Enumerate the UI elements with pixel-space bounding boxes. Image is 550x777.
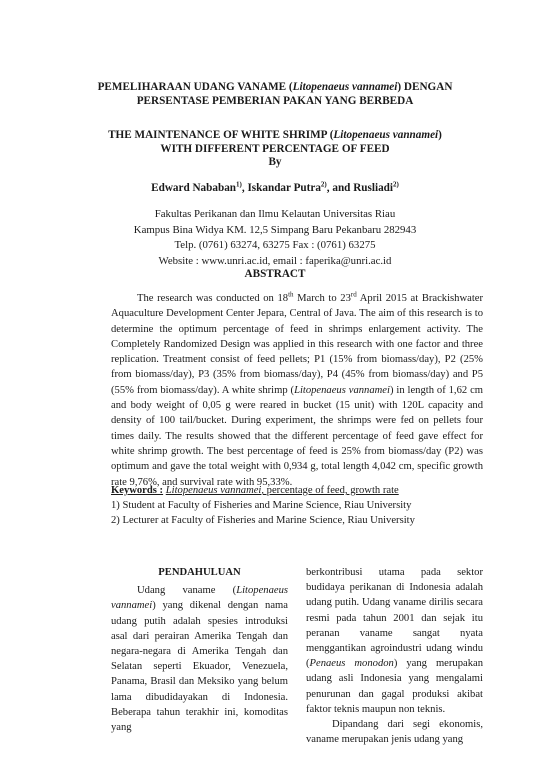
abstract-species: Litopenaeus vannamei <box>294 384 390 396</box>
title-en-prefix: THE MAINTENANCE OF WHITE SHRIMP ( <box>108 129 334 141</box>
abstract-sup-1: th <box>288 290 294 299</box>
intro-left-text-1: Udang vaname ( <box>137 585 237 597</box>
abstract-text-3: April 2015 at Brackishwater Aquaculture Development Center Jepara, Central of Java. The aim of this research is to determine the optimum percentage of feed in shrimps enlargement activity. The Completely Randomized Design was applied in this research with one factor and three replication. Treatment consist of feed pellets; P1 (15% from biomass/day), P2 (25% from biomass/day), P3 (35% from biomass/day), P4 (45% from biomass/day) and P5 (55% from biomass/day). A white shrimp ( <box>111 293 483 396</box>
affiliation-phone: Telp. (0761) 63274, 63275 Fax : (0761) 63275 <box>174 239 376 251</box>
abstract-sup-2: rd <box>350 290 357 299</box>
abstract-text-4: ) in length of 1,62 cm and body weight of 0,05 g were reared in bucket (15 unit) with 120L capacity and density of 100 tail/bucket. During experiment, the shrimps were fed on pellets four times daily. The results showed that the different percentage of feed gave effect for white shrimp growth. The best percentage of feed is 25% from biomass/day (P2) was optimum and gave the total weight with 0,934 g, total length 4,042 cm, specific growth rate 9,76%, and survival rate with 95,33%. <box>111 384 484 488</box>
intro-right-text-1: berkontribusi utama pada sektor budidaya perikanan di Indonesia adalah udang putih. Udang vaname dirilis secara resmi pada tahun 2001 dan sejak itu peranan vaname sangat nyata menggantikan agroindustri udang windu ( <box>306 567 483 670</box>
intro-right-paragraph-1 <box>306 565 483 717</box>
keywords-rest: , percentage of feed, growth rate <box>261 485 399 496</box>
title-id-prefix: PEMELIHARAAN UDANG VANAME ( <box>97 81 293 93</box>
affiliation-address: Kampus Bina Widya KM. 12,5 Simpang Baru Pekanbaru 282943 <box>133 223 417 236</box>
intro-right-species: Penaeus monodon <box>309 658 394 670</box>
keywords-label: Keywords : <box>111 485 164 496</box>
intro-left-column <box>111 565 288 735</box>
footnote-lecturer: 2) Lecturer at Faculty of Fisheries and Marine Science, Riau University <box>111 515 415 527</box>
affiliation-website: Website : www.unri.ac.id, email : faperika@unri.ac.id <box>158 254 392 267</box>
intro-right-text-2: ) yang merupakan udang asli Indonesia yang mengalami penurunan dan gagal produksi akibat faktor teknis maupun non teknis. <box>306 658 483 715</box>
intro-left-paragraph <box>111 583 288 735</box>
abstract-text-1: The research was conducted on 18 <box>137 293 289 304</box>
author-3-mark: 2) <box>393 180 399 189</box>
title-indonesian <box>90 80 460 108</box>
author-2: , Iskandar Putra <box>241 182 321 194</box>
keywords-species: Litopenaeus vannamei <box>165 485 262 496</box>
intro-right-paragraph-2: Dipandang dari segi ekonomis, vaname merupakan jenis udang yang <box>306 719 483 746</box>
keywords-values <box>166 485 399 496</box>
footnote-student: 1) Student at Faculty of Fisheries and Marine Science, Riau University <box>111 500 412 512</box>
affiliation-faculty: Fakultas Perikanan dan Ilmu Kelautan Universitas Riau <box>154 208 396 220</box>
author-1: Edward Nababan <box>151 182 237 194</box>
affiliation-block <box>0 207 550 269</box>
abstract-body <box>111 291 483 490</box>
abstract-heading: ABSTRACT <box>244 268 306 280</box>
title-id-species: Litopenaeus vannamei <box>292 81 398 93</box>
intro-left-species: Litopenaeus vannamei <box>111 585 288 612</box>
author-1-mark: 1) <box>236 180 242 189</box>
title-en-species: Litopenaeus vannamei <box>333 129 439 141</box>
author-list <box>0 182 550 194</box>
keywords-block <box>111 483 491 529</box>
intro-left-text-2: ) yang dikenal dengan nama udang putih adalah spesies introduksi asal dari perairan Amerika Tengah dan negara-negara di Amerika Tengah dan Selatan seperti Ekuador, Venezuela, Panama, Brasil dan Meksiko yang belum lama dibudidayakan di Indonesia. Beberapa tahun terakhir ini, komoditas yang <box>111 600 288 734</box>
keywords-line <box>111 483 491 498</box>
by-line: By <box>268 156 282 168</box>
title-id-suffix: ) DENGAN PERSENTASE PEMBERIAN PAKAN YANG BERBEDA <box>136 81 453 107</box>
title-english <box>95 128 455 156</box>
intro-right-column <box>306 565 483 747</box>
intro-heading: PENDAHULUAN <box>158 567 241 578</box>
abstract-text-2: March to 23 <box>293 293 351 304</box>
abstract-paragraph <box>111 291 483 490</box>
title-en-suffix: ) WITH DIFFERENT PERCENTAGE OF FEED <box>160 129 442 155</box>
author-2-mark: 2) <box>320 180 327 189</box>
author-3: , and Rusliadi <box>326 182 393 194</box>
